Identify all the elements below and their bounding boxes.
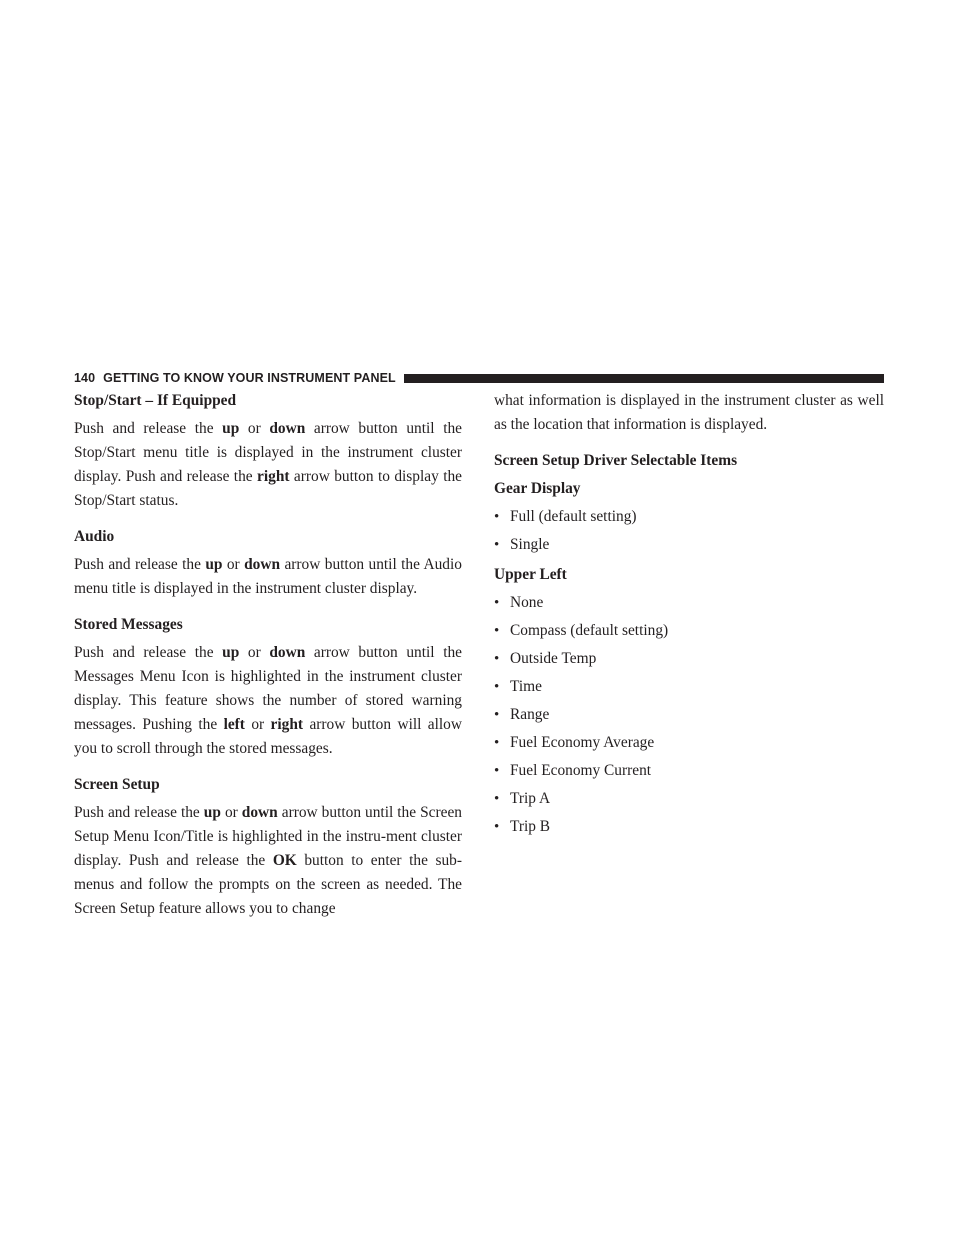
bullet-icon: • [494, 623, 500, 639]
bullet-icon: • [494, 707, 500, 723]
header-rule [404, 374, 884, 383]
bullet-icon: • [494, 679, 500, 695]
list-item [494, 759, 884, 783]
list-item [494, 703, 884, 727]
section-title: GETTING TO KNOW YOUR INSTRUMENT PANEL [103, 371, 396, 385]
bullet-icon: • [494, 595, 500, 611]
list-item-text: Outside Temp [510, 650, 597, 667]
bullet-icon: • [494, 509, 500, 525]
paragraph-audio: Push and release the up or down arrow button until the Audio menu title is displayed in the instrument cluster display. [74, 556, 462, 597]
list-item-text: Trip B [510, 818, 551, 835]
list-item-text: Range [510, 706, 550, 723]
upper-left-list [494, 591, 884, 839]
page-header [74, 368, 884, 388]
list-item [494, 675, 884, 699]
list-item-text: Fuel Economy Average [510, 734, 655, 751]
heading-upper-left: Upper Left [494, 566, 567, 583]
list-item [494, 731, 884, 755]
paragraph-stored-messages: Push and release the up or down arrow button until the Messages Menu Icon is highlighted in the instrument cluster display. This feature shows the number of stored warning messages. Pushing the left or right arrow button will allow you to scroll through the stored messages. [74, 644, 462, 757]
bullet-icon: • [494, 819, 500, 835]
bullet-icon: • [494, 651, 500, 667]
list-item-text: Fuel Economy Current [510, 762, 652, 779]
bullet-icon: • [494, 537, 500, 553]
list-item [494, 505, 884, 529]
heading-screen-setup: Screen Setup [74, 776, 160, 793]
list-item-text: Time [510, 678, 542, 695]
list-item-text: Trip A [510, 790, 551, 807]
bullet-icon: • [494, 791, 500, 807]
list-item-text: Compass (default setting) [510, 622, 669, 639]
paragraph-screen-setup: Push and release the up or down arrow button until the Screen Setup Menu Icon/Title is highlighted in the instru-ment cluster display. Push and release the OK button to enter the sub-menus and follow the prompts on the screen as needed. The Screen Setup feature allows you to change [74, 804, 462, 917]
list-item-text: None [510, 594, 544, 611]
heading-gear-display: Gear Display [494, 480, 581, 497]
gear-display-list [494, 505, 884, 557]
left-column [74, 389, 462, 933]
right-column [494, 389, 884, 845]
page-number: 140 [74, 371, 96, 385]
list-item-text: Single [510, 536, 550, 553]
list-item [494, 591, 884, 615]
paragraph-continuation: what information is displayed in the instrument cluster as well as the location that information is displayed. [494, 392, 884, 433]
bullet-icon: • [494, 735, 500, 751]
list-item [494, 815, 884, 839]
paragraph-stop-start: Push and release the up or down arrow button until the Stop/Start menu title is displayed in the instrument cluster display. Push and release the right arrow button to display the Stop/Start status. [74, 420, 462, 509]
list-item [494, 647, 884, 671]
list-item [494, 787, 884, 811]
list-item-text: Full (default setting) [510, 508, 637, 525]
heading-stop-start: Stop/Start – If Equipped [74, 392, 237, 409]
bullet-icon: • [494, 763, 500, 779]
heading-driver-selectable-items: Screen Setup Driver Selectable Items [494, 452, 738, 469]
list-item [494, 533, 884, 557]
heading-stored-messages: Stored Messages [74, 616, 183, 633]
list-item [494, 619, 884, 643]
heading-audio: Audio [74, 528, 115, 545]
